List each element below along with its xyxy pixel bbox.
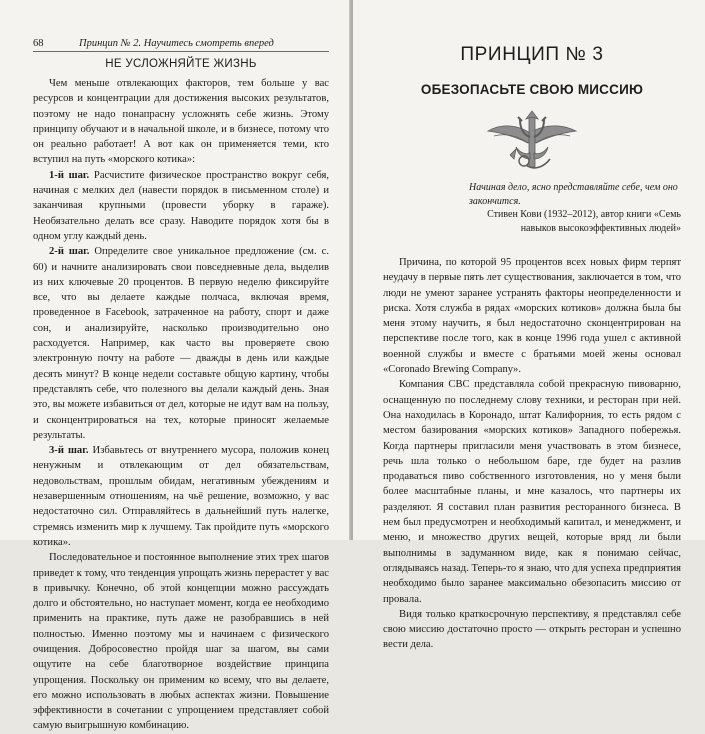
intro-paragraph: Чем меньше отвлекающих факторов, тем больше у вас ресурсов и концентрации для достижения высоких результатов, поэтому не надо понапрасну усложнять себе жизнь. Этому принципу обучают и в начальной школе, и в бизнесе, потому что он реально работает! А вот как он применяется теми, кто вступил на путь «морского котика»:	[33, 78, 329, 166]
right-page	[353, 0, 705, 651]
step-3-paragraph	[33, 443, 329, 550]
step-3-text: Избавьтесь от внутреннего мусора, положив конец ненужным и отвлекающим от дел обязательствам, недовольствам, прошлым обидам, негативным убеждениям и незавершенным отношениям, на чьё решение, возможно, у вас недостаточно сил. Отправляйтесь в дальнейший путь налегке, стремясь изменить мир к лучшему. Так пройдите путь «морского котика».	[33, 445, 329, 548]
step-3-label: 3-й шаг.	[49, 445, 89, 457]
step-1-paragraph	[33, 168, 329, 244]
right-body	[383, 255, 681, 653]
epigraph-source: Стивен Кови (1932–2012), автор книги «Семь навыков высокоэффективных людей»	[487, 209, 681, 234]
step-1-label: 1-й шаг.	[49, 169, 90, 181]
right-paragraph-2: Компания CBC представляла собой прекрасную пивоварню, оснащенную по последнему слову техники, и ресторан при ней. Она находилась в Коронадо, штат Калифорния, то есть рядом с местом базирования «морских котиков» Западного побережья. Когда партнеры пригласили меня участвовать в этом бизнесе, речь шла только о небольшом баре, где будет на разлив продаваться пиво собственного изготовления, но у меня были более масштабные планы, и мне казалось, что партнеры их разделяют. Я составил план развития ресторанного бизнеса. В нем был предусмотрен и необходимый капитал, и менеджмент, и меню, и множество других вещей, которые вряд ли были выполнимы в задуманном виде, как я понимаю сейчас, оглядываясь назад. Теперь-то я знаю, что для успеха предприятия необходимо было заранее максимально обезопасить миссию от провала.	[383, 379, 681, 605]
running-head-title: Принцип № 2. Научитесь смотреть вперед	[79, 38, 274, 49]
right-paragraph-3: Видя только краткосрочную перспективу, я представлял себе свою миссию достаточно просто — открыть ресторан и успешно вести дела.	[383, 608, 681, 651]
running-header	[33, 38, 329, 52]
step-2-paragraph	[33, 244, 329, 443]
step-2-text: Определите свое уникальное предложение (см. с. 60) и начните анализировать свои повседневные дела, выделив из них ключевые 20 процентов. В первую неделю фиксируйте все, что вы делаете каждые полчаса, включая время, проведенное в Facebook, затраченное на работу, спорт и даже сон, и анализируйте, насколько производительно оно расходуется. Например, как часто вы проверяете свою электронную почту на работе — дважды в день или каждые десять минут? В конце недели составьте общую картину, чтобы представлять себе, что полезного вы делали каждый день. Зная это, вы можете избавиться от дел, которые не идут вам на пользу, и сконцентрироваться на тех, которые приносят желаемые результаты.	[33, 246, 329, 441]
step-1-text: Расчистите физическое пространство вокруг себя, начиная с мелких дел (навести порядок в письменном столе) и заканчивая крупными (провести уборку в гараже). Необязательно делать все сразу. Наводите порядок хотя бы в одном углу каждый день.	[33, 169, 329, 242]
step-2-label: 2-й шаг.	[49, 246, 90, 258]
right-paragraph-1: Причина, по которой 95 процентов всех новых фирм терпят неудачу в первые пять лет существования, заключается в том, что люди не умеют заранее устранять факторы неопределенности и риска. Хотя служба в рядах «морских котиков» должна была бы меня этому научить, я был недостаточно сконцентрирован на перспективе после того, как в конце 1996 года ушел с активной военной службы и вместе с братьями моей жены основал «Coronado Brewing Company».	[383, 257, 681, 376]
epigraph	[469, 181, 681, 235]
navy-seal-trident-emblem-icon	[480, 109, 584, 175]
section-title: НЕ УСЛОЖНЯЙТЕ ЖИЗНЬ	[105, 58, 257, 70]
left-page	[0, 0, 351, 732]
page-number: 68	[33, 38, 44, 49]
chapter-title: ПРИНЦИП № 3	[460, 44, 604, 65]
chapter-subtitle: ОБЕЗОПАСЬТЕ СВОЮ МИССИЮ	[420, 82, 644, 97]
outro-paragraph: Последовательное и постоянное выполнение этих трех шагов приведет к тому, что тенденция упрощать жизнь перерастет у вас в привычку. Конечно, об этой концепции можно рассуждать долго и обстоятельно, но наступает момент, когда ее необходимо применить на практике, путь даже не разобравшись в ней полностью. Именно поэтому мы и начинаем с физического очищения. Добросовестно пройдя шаг за шагом, вы сами ощутите на себе благотворное воздействие принципа упрощения. Поскольку он применим ко всему, что вы делаете, его можно использовать в любых аспектах жизни. Повышение эффективности в сочетании с упрощением представляет собой самую выигрышную комбинацию.	[33, 552, 329, 732]
epigraph-quote: Начиная дело, ясно представляйте себе, чем оно закончится.	[469, 182, 678, 207]
